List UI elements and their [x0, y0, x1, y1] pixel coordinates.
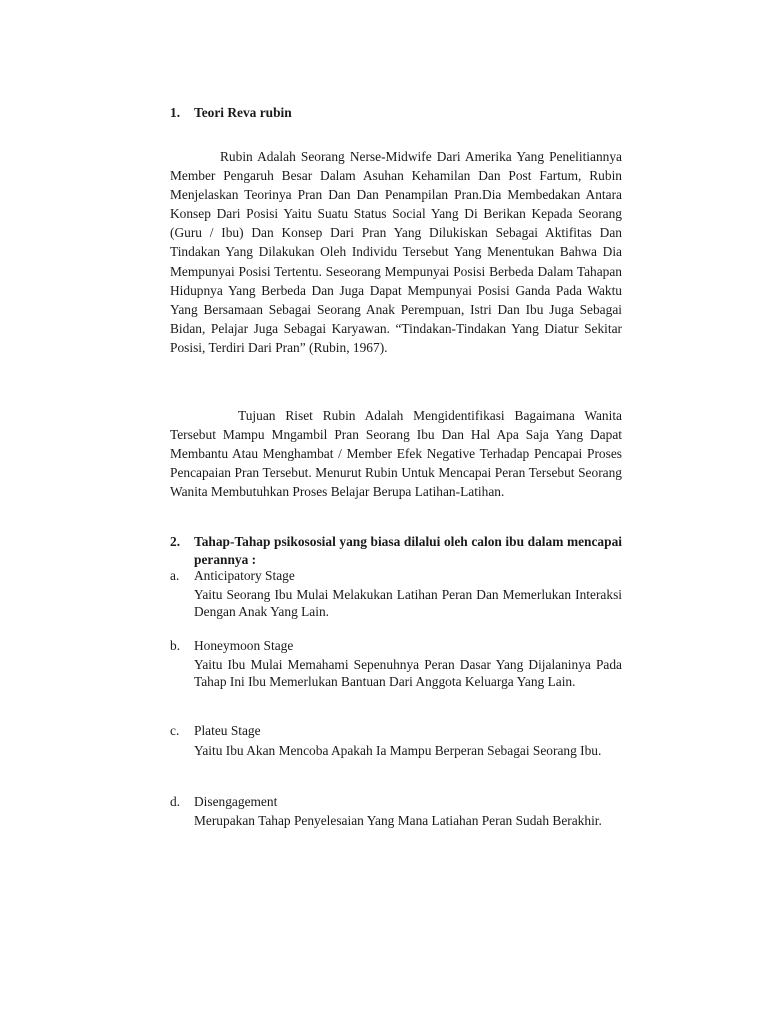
section-1-title: Teori Reva rubin — [194, 105, 292, 120]
stage-item-a-body: Yaitu Seorang Ibu Mulai Melakukan Latihan Peran Dan Memerlukan Interaksi Dengan Anak Yang Lain. — [194, 587, 622, 620]
stage-item-name: Anticipatory Stage — [194, 568, 295, 583]
section-1-heading — [170, 104, 622, 121]
stage-item-c-body: Yaitu Ibu Akan Mencoba Apakah Ia Mampu Berperan Sebagai Seorang Ibu. — [194, 743, 602, 758]
stage-item-letter: b. — [170, 638, 181, 653]
section-2-number: 2. — [170, 534, 181, 549]
section-1-paragraph-1: Rubin Adalah Seorang Nerse-Midwife Dari Amerika Yang Penelitiannya Member Pengaruh Besar Dalam Asuhan Kehamilan Dan Post Fartum, Rubin Menjelaskan Teorinya Pran Dan Dan Penampilan Pran.Dia Membedakan Antara Konsep Dari Posisi Yaitu Suatu Status Social Yang Di Berikan Kepada Seorang (Guru / Ibu) Dan Konsep Dari Pran Yang Dilukiskan Sebagai Aktifitas Dan Tindakan Yang Dilakukan Oleh Individu Tersebut Yang Menentukan Bahwa Dia Mempunyai Posisi Tertentu. Seseorang Mempunyai Posisi Berbeda Dalam Tahapan Hidupnya Yang Berbeda Dan Juga Dapat Mempunyai Posisi Ganda Pada Waktu Yang Bersamaan Sebagai Seorang Anak Perempuan, Istri Dan Ibu Juga Sebagai Bidan, Pelajar Juga Sebagai Karyawan. “Tindakan-Tindakan Yang Diatur Sekitar Posisi, Terdiri Dari Pran” (Rubin, 1967). — [170, 149, 622, 355]
stage-item-d-label — [170, 793, 622, 810]
section-1-number: 1. — [170, 105, 181, 120]
stage-item-a-label — [170, 567, 622, 584]
stage-item-name: Plateu Stage — [194, 723, 261, 738]
section-2-title: Tahap-Tahap psikososial yang biasa dilalui oleh calon ibu dalam mencapai perannya : — [194, 534, 622, 567]
stage-item-b-body: Yaitu Ibu Mulai Memahami Sepenuhnya Peran Dasar Yang Dijalaninya Pada Tahap Ini Ibu Memerlukan Bantuan Dari Anggota Keluarga Yang Lain. — [194, 657, 622, 690]
stage-item-letter: c. — [170, 723, 180, 738]
stage-item-letter: d. — [170, 794, 181, 809]
stage-item-d-body: Merupakan Tahap Penyelesaian Yang Mana Latiahan Peran Sudah Berakhir. — [194, 813, 602, 828]
stage-item-c-label — [170, 722, 622, 739]
section-1-paragraph-2: Tujuan Riset Rubin Adalah Mengidentifikasi Bagaimana Wanita Tersebut Mampu Mngambil Pran Seorang Ibu Dan Hal Apa Saja Yang Dapat Membantu Atau Menghambat / Member Efek Negative Terhadap Pencapai Proses Pencapaian Pran Tersebut. Menurut Rubin Untuk Mencapai Peran Tersebut Seorang Wanita Membutuhkan Proses Belajar Berupa Latihan-Latihan. — [170, 408, 622, 500]
stage-item-name: Disengagement — [194, 794, 278, 809]
stage-item-b-label — [170, 637, 622, 654]
section-2-heading — [170, 533, 622, 568]
stage-item-letter: a. — [170, 568, 180, 583]
stage-item-name: Honeymoon Stage — [194, 638, 294, 653]
